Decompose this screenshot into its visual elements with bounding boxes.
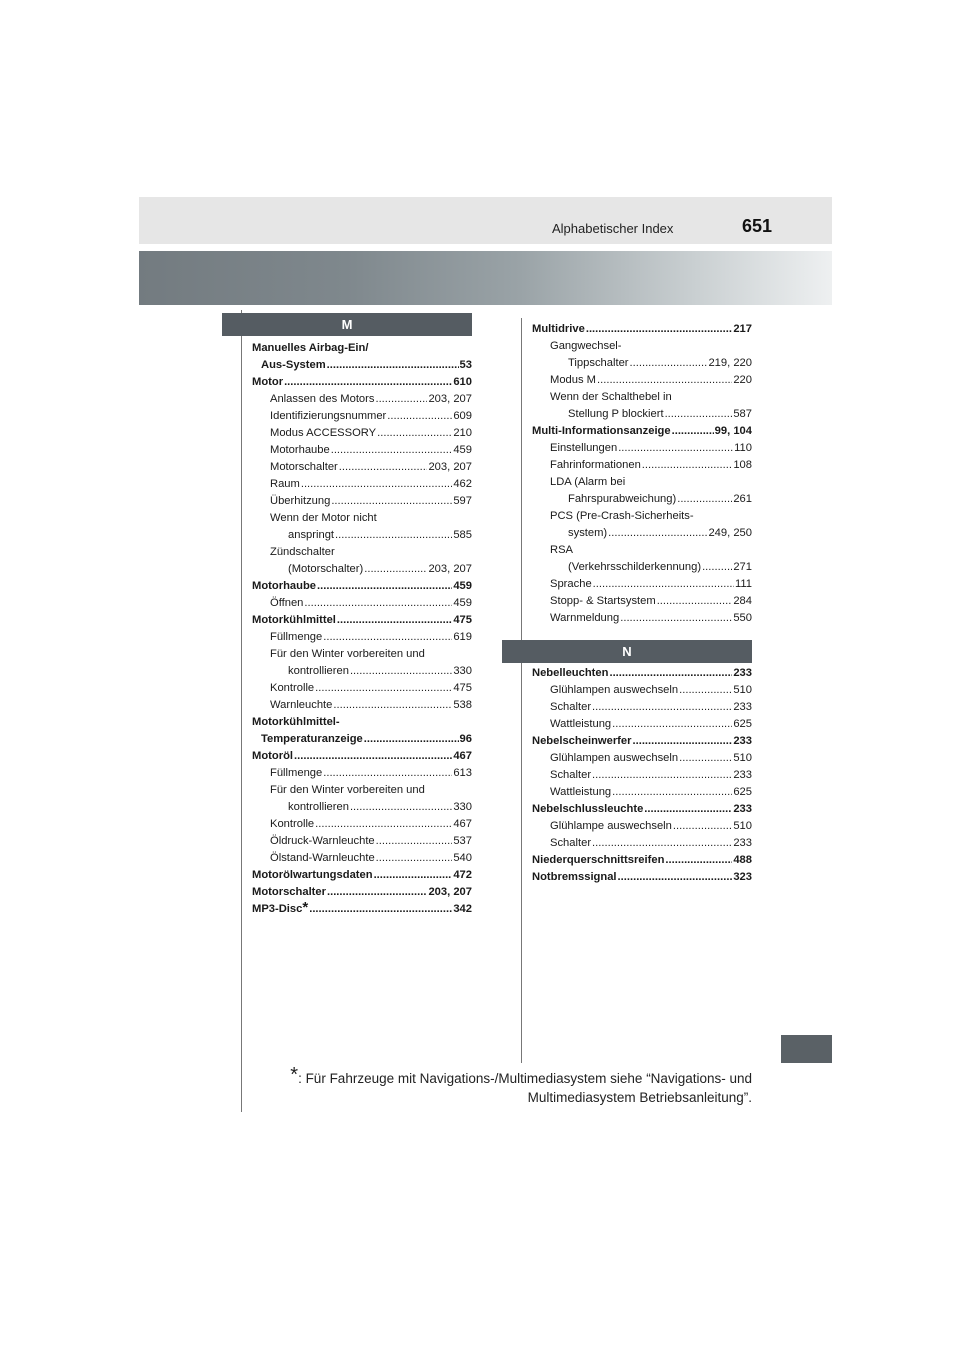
index-entry: Schalter ..... 233	[532, 699, 752, 716]
footnote-marker: *	[290, 1064, 299, 1086]
index-entry: Motorölwartungsdaten ..... 472	[252, 867, 472, 884]
index-entry: Ölstand-Warnleuchte ..... 540	[252, 850, 472, 867]
index-column-left	[252, 340, 472, 918]
index-entry: Identifizierungsnummer ..... 609	[252, 408, 472, 425]
index-entry: Modus M ..... 220	[532, 372, 752, 389]
index-entry: (Motorschalter) ..... 203, 207	[252, 561, 472, 578]
index-entry: Multidrive ..... 217	[532, 321, 752, 338]
index-entry: PCS (Pre-Crash-Sicherheits-	[550, 510, 694, 522]
left-margin-rule	[241, 310, 242, 1112]
index-entry: Überhitzung ..... 597	[252, 493, 472, 510]
index-entry: kontrollieren ..... 330	[252, 663, 472, 680]
index-entry: Öldruck-Warnleuchte ..... 537	[252, 833, 472, 850]
index-entry: LDA (Alarm bei	[550, 476, 626, 488]
index-entry: Manuelles Airbag-Ein/	[252, 342, 369, 354]
index-entry: Niederquerschnittsreifen ..... 488	[532, 852, 752, 869]
index-entry: Motorkühlmittel ..... 475	[252, 612, 472, 629]
index-entry: Aus-System ..... 53	[252, 357, 472, 374]
index-entry: Stellung P blockiert ..... 587	[532, 406, 752, 423]
index-entry: Motorhaube ..... 459	[252, 442, 472, 459]
index-entry: Wattleistung ..... 625	[532, 784, 752, 801]
index-entry: system) ..... 249, 250	[532, 525, 752, 542]
index-entry: Motorhaube ..... 459	[252, 578, 472, 595]
index-entry: Warnleuchte ..... 538	[252, 697, 472, 714]
index-entry: Kontrolle ..... 467	[252, 816, 472, 833]
index-entry: Wenn der Motor nicht	[270, 512, 377, 524]
header-gradient-band	[139, 251, 832, 305]
index-entry: Stopp- & Startsystem ..... 284	[532, 593, 752, 610]
index-entry: Modus ACCESSORY ..... 210	[252, 425, 472, 442]
index-entry: Schalter ..... 233	[532, 767, 752, 784]
index-entry: Fahrinformationen ..... 108	[532, 457, 752, 474]
chapter-tab	[781, 1035, 832, 1063]
index-entry: Multi-Informationsanzeige ..... 99, 104	[532, 423, 752, 440]
header-bar	[139, 197, 832, 244]
index-entry: Motorschalter ..... 203, 207	[252, 459, 472, 476]
index-column-right-m	[532, 321, 752, 627]
index-entry: Nebelleuchten ..... 233	[532, 665, 752, 682]
index-entry: Wattleistung ..... 625	[532, 716, 752, 733]
index-entry: (Verkehrsschilderkennung) ..... 271	[532, 559, 752, 576]
index-entry: RSA	[550, 544, 574, 556]
index-entry: Tippschalter ..... 219, 220	[532, 355, 752, 372]
index-entry: Motorkühlmittel-	[252, 716, 340, 728]
section-header-n: N	[502, 640, 752, 663]
index-entry: Gangwechsel-	[550, 340, 622, 352]
index-entry: Nebelscheinwerfer ..... 233	[532, 733, 752, 750]
index-entry: Motorschalter ..... 203, 207	[252, 884, 472, 901]
footnote-line-2: Multimediasystem Betriebsanleitung”.	[527, 1090, 752, 1105]
index-entry: Glühlampen auswechseln ..... 510	[532, 750, 752, 767]
index-entry: Glühlampe auswechseln ..... 510	[532, 818, 752, 835]
index-entry: Nebelschlussleuchte ..... 233	[532, 801, 752, 818]
footnote	[282, 1066, 752, 1107]
index-entry: Schalter ..... 233	[532, 835, 752, 852]
index-entry: Sprache ..... 111	[532, 576, 752, 593]
index-entry: Fahrspurabweichung) ..... 261	[532, 491, 752, 508]
column-divider	[521, 318, 522, 1063]
page-number: 651	[742, 216, 773, 236]
index-entry: Öffnen ..... 459	[252, 595, 472, 612]
index-entry: Füllmenge ..... 613	[252, 765, 472, 782]
index-entry: Zündschalter	[270, 546, 335, 558]
index-entry: anspringt ..... 585	[252, 527, 472, 544]
index-entry: Wenn der Schalthebel in	[550, 391, 672, 403]
index-entry: Notbremssignal ..... 323	[532, 869, 752, 886]
index-entry: Motoröl ..... 467	[252, 748, 472, 765]
index-entry: Einstellungen ..... 110	[532, 440, 752, 457]
index-entry: Glühlampen auswechseln ..... 510	[532, 682, 752, 699]
index-entry: kontrollieren ..... 330	[252, 799, 472, 816]
index-entry: Warnmeldung ..... 550	[532, 610, 752, 627]
index-column-right-n	[532, 665, 752, 886]
index-entry: Kontrolle ..... 475	[252, 680, 472, 697]
section-header-m: M	[222, 313, 472, 336]
index-entry: Für den Winter vorbereiten und	[270, 784, 425, 796]
index-entry: Raum ..... 462	[252, 476, 472, 493]
index-entry: Temperaturanzeige ..... 96	[252, 731, 472, 748]
index-entry: Für den Winter vorbereiten und	[270, 648, 425, 660]
footnote-line-1: *: Für Fahrzeuge mit Navigations-/Multimediasystem siehe “Navigations- und	[290, 1064, 752, 1086]
page-title: Alphabetischer Index	[552, 221, 674, 236]
index-entry: Anlassen des Motors ..... 203, 207	[252, 391, 472, 408]
index-entry: Füllmenge ..... 619	[252, 629, 472, 646]
index-entry: Motor ..... 610	[252, 374, 472, 391]
index-entry: MP3-Disc * ..... 342	[252, 901, 472, 918]
